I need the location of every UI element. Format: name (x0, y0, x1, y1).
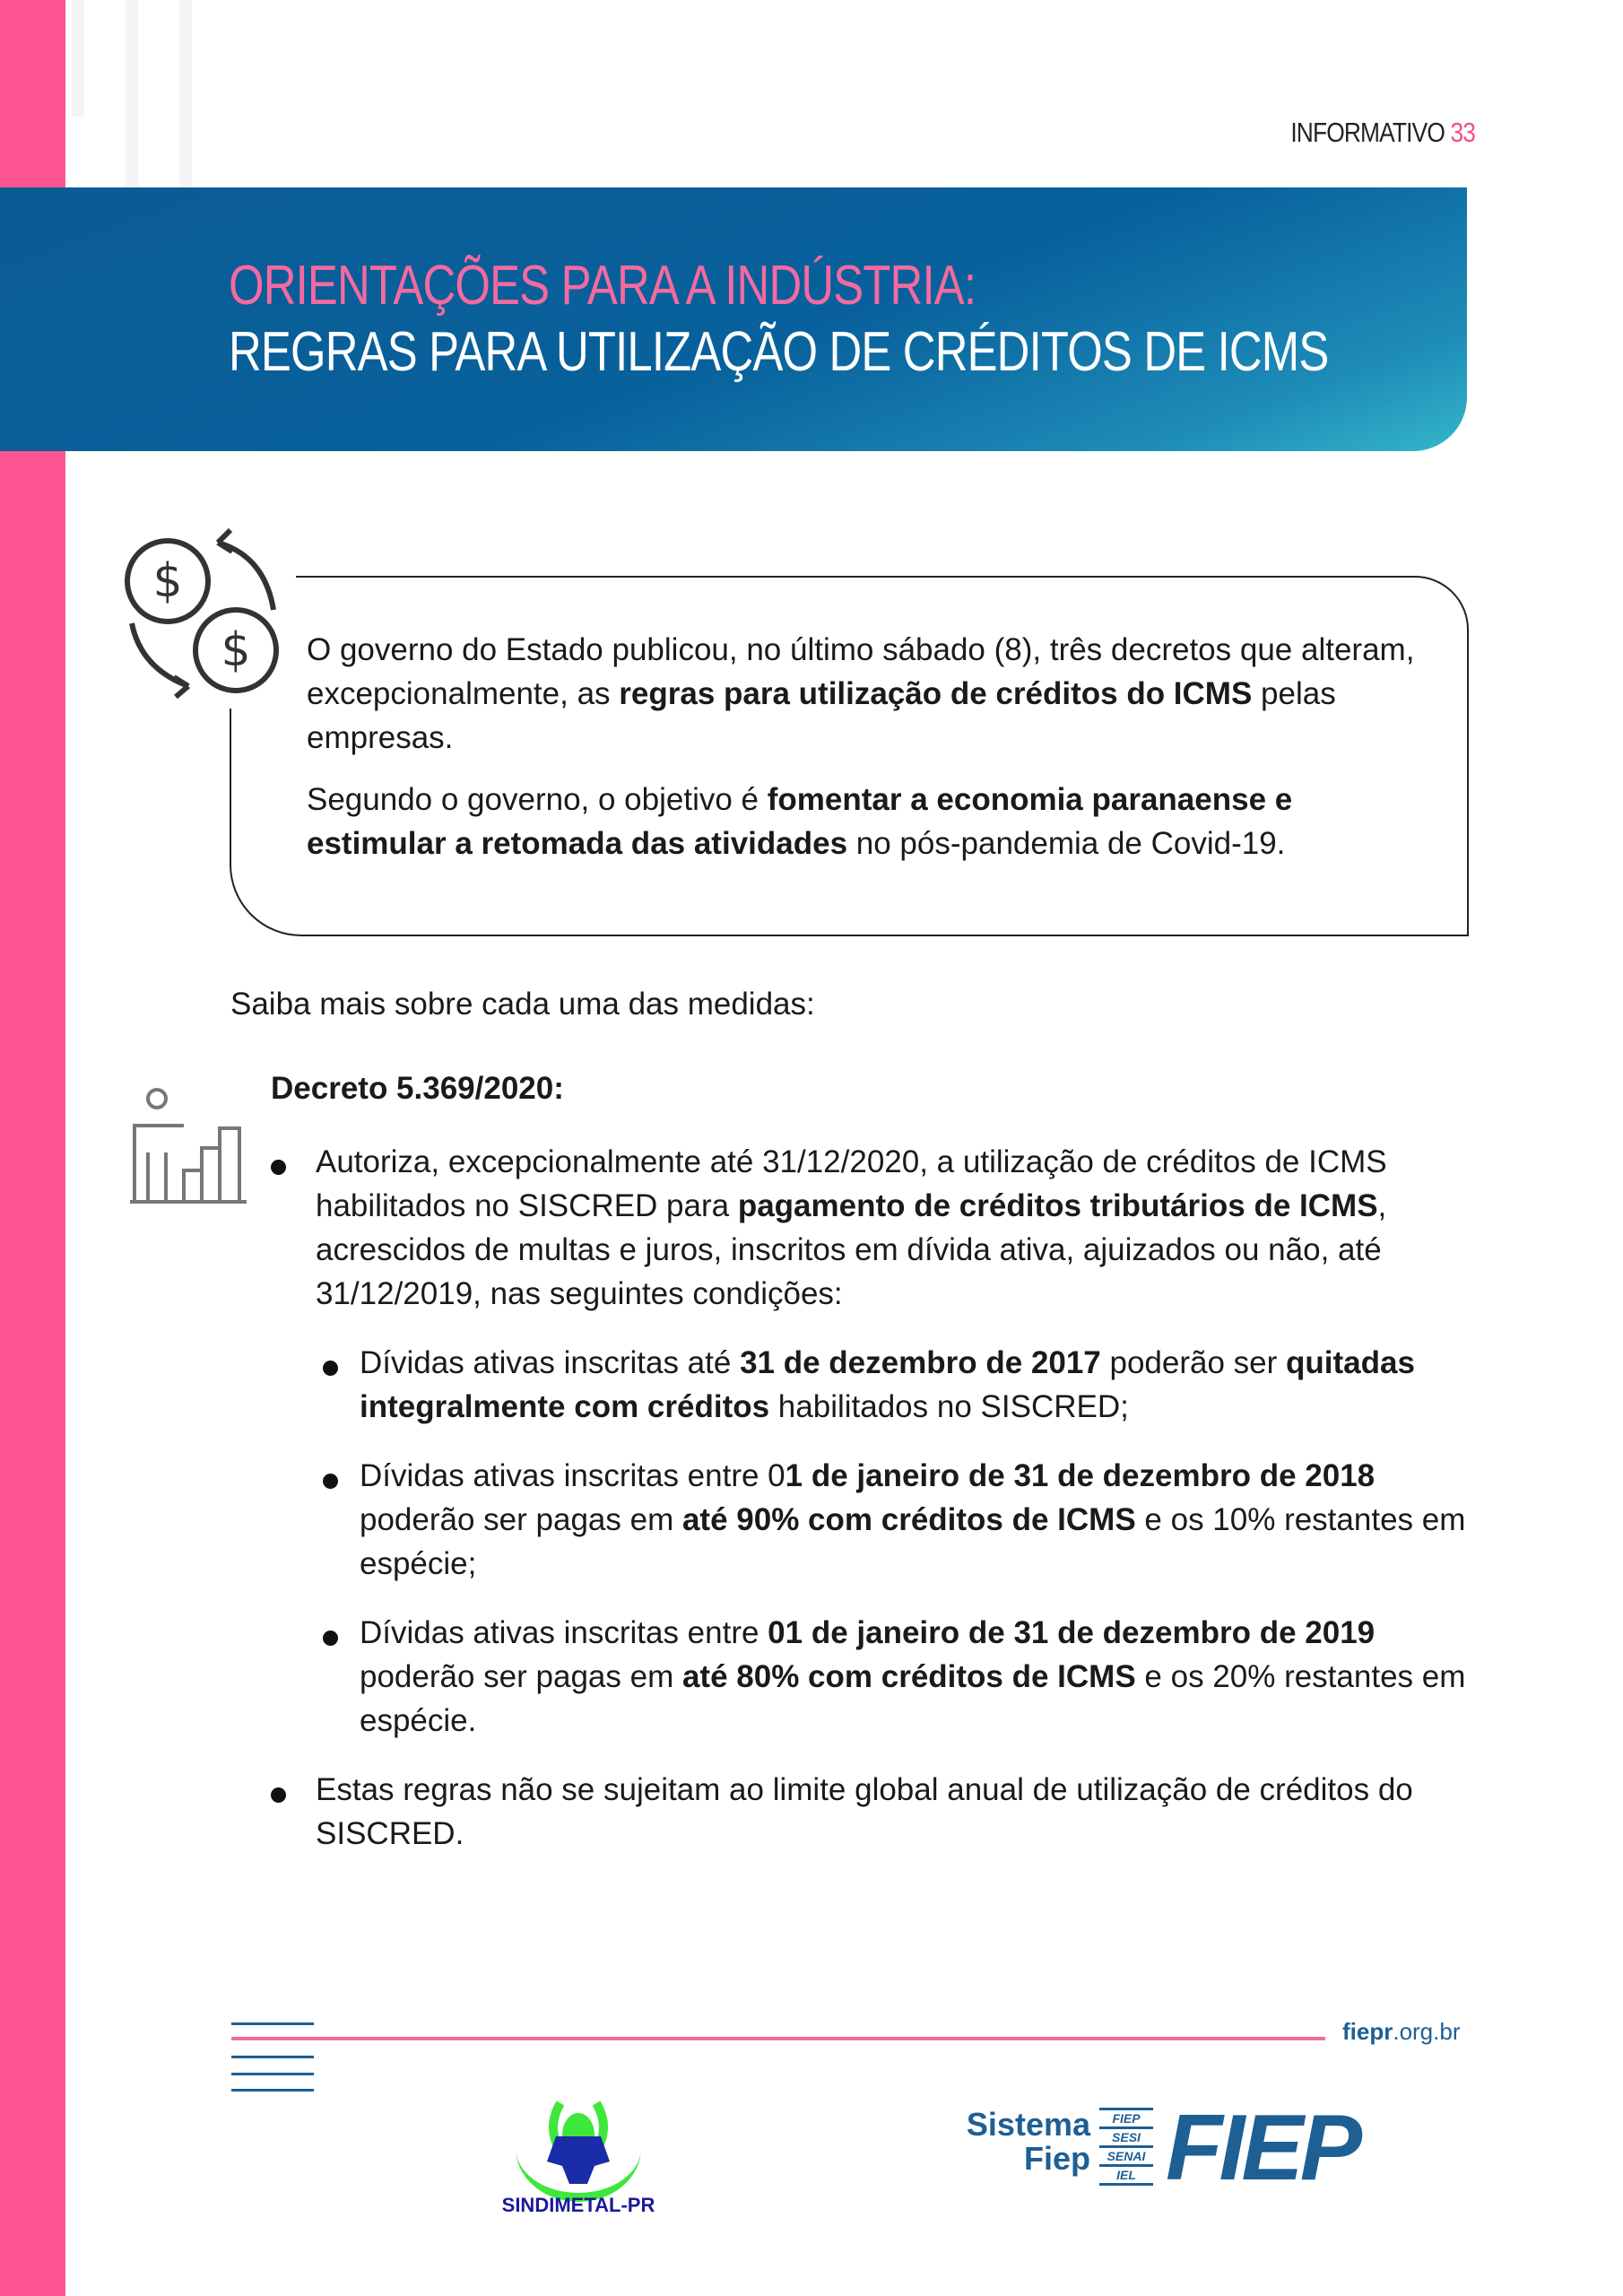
decor-stripe (126, 0, 138, 187)
decor-stripe (179, 0, 192, 187)
saiba-mais-text: Saiba mais sobre cada uma das medidas: (230, 987, 815, 1022)
sindimetal-label: SINDIMETAL-PR (501, 2194, 655, 2216)
decor-stripe (72, 0, 84, 117)
growth-presenter-icon (130, 1085, 251, 1211)
svg-text:$: $ (221, 623, 251, 677)
title-banner (0, 187, 1467, 451)
sub-list (360, 1341, 1481, 1743)
fiep-wordmark: FIEP (1166, 2096, 1359, 2200)
intro-paragraph-2: Segundo o governo, o objetivo é fomentar a economia paranaense e estimular a retomada das atividades no pós-pandemia de Covid-19. (307, 782, 1293, 861)
entities-list: FIEP SESI SENAI IEL (1099, 2108, 1153, 2186)
title-line-1: ORIENTAÇÕES PARA A INDÚSTRIA: (229, 255, 976, 317)
sub-list-item: Dívidas ativas inscritas até 31 de dezembro de 2017 poderão ser quitadas integralmente com créditos habilitados no SISCRED; (360, 1341, 1481, 1429)
money-exchange-icon (121, 525, 287, 704)
decreto-title: Decreto 5.369/2020: (271, 1071, 564, 1106)
website-link[interactable]: fiepr.org.br (1342, 2018, 1461, 2045)
list-item: Autoriza, excepcionalmente até 31/12/2020, a utilização de créditos de ICMS habilitados no SISCRED para pagamento de créditos tributários de ICMS, acrescidos de multas e juros, inscritos em dívida ativa, ajuizados ou não, até 31/12/2019, nas seguintes condições: (316, 1140, 1481, 1316)
sub-list-item: Dívidas ativas inscritas entre 01 de janeiro de 31 de dezembro de 2019 poderão ser pagas em até 80% com créditos de ICMS e os 20% restantes em espécie. (360, 1611, 1481, 1743)
intro-paragraph-1: O governo do Estado publicou, no último sábado (8), três decretos que alteram, excepcionalmente, as regras para utilização de créditos do ICMS pelas empresas. (307, 632, 1415, 755)
sistema-fiep-text: Sistema Fiep (966, 2106, 1090, 2177)
intro-text (307, 628, 1436, 883)
informativo-label: INFORMATIVO 33 (1290, 117, 1475, 148)
list-item: Estas regras não se sujeitam ao limite global anual de utilização de créditos do SISCRED. (316, 1768, 1481, 1856)
svg-text:$: $ (152, 554, 183, 608)
title-line-2: REGRAS PARA UTILIZAÇÃO DE CRÉDITOS DE ICMS (229, 321, 1329, 383)
sub-list-item: Dívidas ativas inscritas entre 01 de janeiro de 31 de dezembro de 2018 poderão ser pagas em até 90% com créditos de ICMS e os 10% restantes em espécie; (360, 1454, 1481, 1586)
sistema-fiep-logo (942, 2096, 1471, 2200)
footer-divider (231, 2037, 1325, 2040)
decreto-list (316, 1140, 1481, 1881)
